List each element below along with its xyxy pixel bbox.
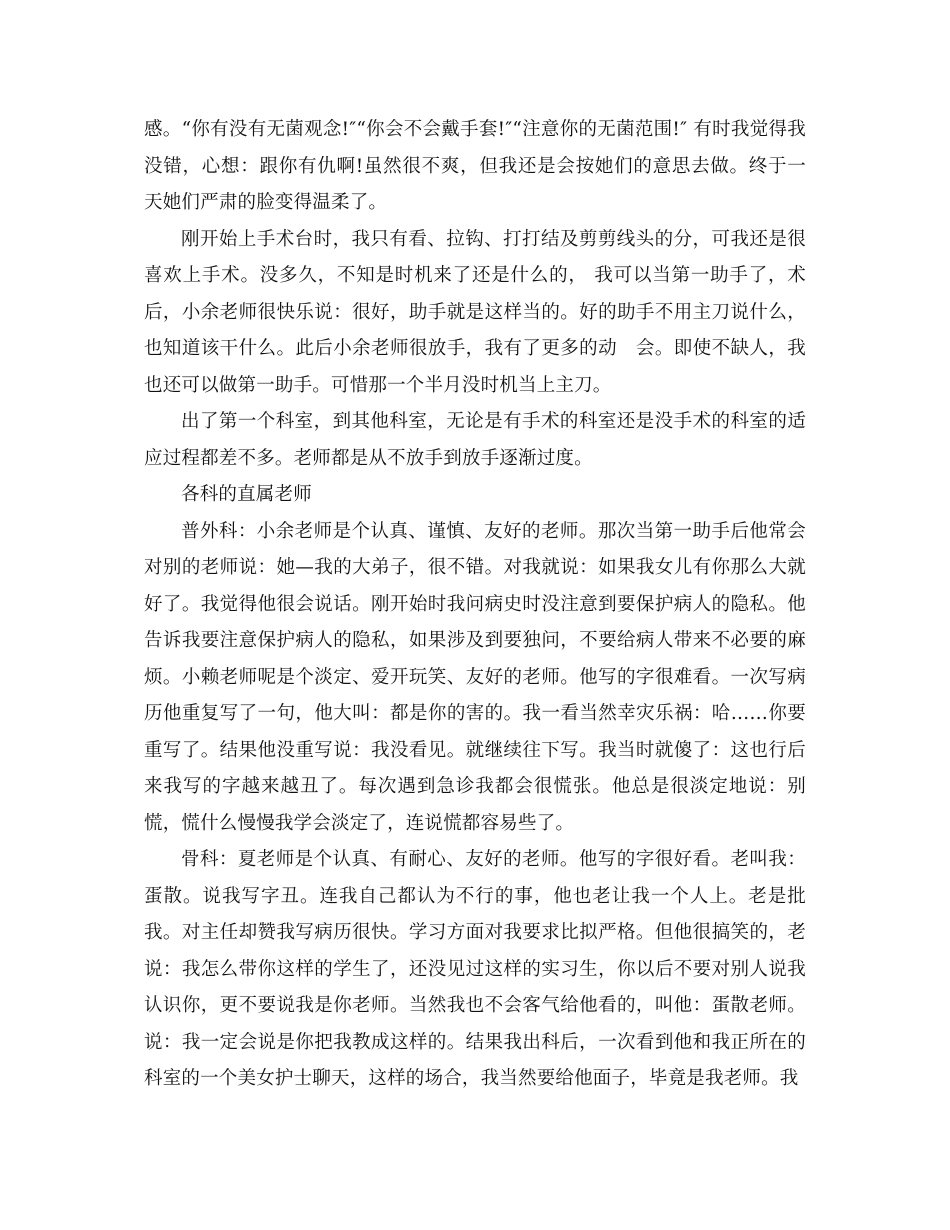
paragraph-orthopedics: 骨科：夏老师是个认真、有耐心、友好的老师。他写的字很好看。老叫我：蛋散。说我写字丑。连我自己都认为不行的事，他也老让我一个人上。老是批我。对主任却赞我写病历很快。学习方面对我要求比拟严格。但他很搞笑的，老说：我怎么带你这样的学生了，还没见过这样的实习生，你以后不要对别人说我认识你，更不要说我是你老师。当然我也不会客气给他看的，叫他：蛋散老师。说：我一定会说是你把我教成这样的。结果我出科后，一次看到他和我正所在的科室的一个美女护士聊天，这样的场合，我当然要给他面子，毕竟是我老师。我 <box>144 849 806 1089</box>
paragraph-3: 出了第一个科室，到其他科室，无论是有手术的科室还是没手术的科室的适应过程都差不多。老师都是从不放手到放手逐渐过度。 <box>144 411 806 469</box>
document-body <box>144 112 806 1098</box>
paragraph-1: 感。“你有没有无菌观念!″“你会不会戴手套!″“注意你的无菌范围!″ 有时我觉得我没错，心想：跟你有仇啊!虽然很不爽，但我还是会按她们的意思去做。终于一天她们严肃的脸变得温柔了。 <box>144 119 806 213</box>
section-heading: 各科的直属老师 <box>181 484 312 505</box>
paragraph-surgery: 普外科：小余老师是个认真、谨慎、友好的老师。那次当第一助手后他常会对别的老师说：她—我的大弟子，很不错。对我就说：如果我女儿有你那么大就好了。我觉得他很会说话。刚开始时我问病史时没注意到要保护病人的隐私。他告诉我要注意保护病人的隐私，如果涉及到要独问，不要给病人带来不必要的麻烦。小赖老师呢是个淡定、爱开玩笑、友好的老师。他写的字很难看。一次写病历他重复写了一句，他大叫：都是你的害的。我一看当然幸灾乐祸：哈……你要重写了。结果他没重写说：我没看见。就继续往下写。我当时就傻了：这也行后来我写的字越来越丑了。每次遇到急诊我都会很慌张。他总是很淡定地说：别慌，慌什么慢慢我学会淡定了，连说慌都容易些了。 <box>144 520 806 834</box>
paragraph-2: 刚开始上手术台时，我只有看、拉钩、打打结及剪剪线头的分，可我还是很喜欢上手术。没多久，不知是时机来了还是什么的， 我可以当第一助手了，术后，小余老师很快乐说：很好，助手就是这样当的。好的助手不用主刀说什么，也知道该干什么。此后小余老师很放手，我有了更多的动 会。即使不缺人，我也还可以做第一助手。可惜那一个半月没时机当上主刀。 <box>144 228 806 396</box>
